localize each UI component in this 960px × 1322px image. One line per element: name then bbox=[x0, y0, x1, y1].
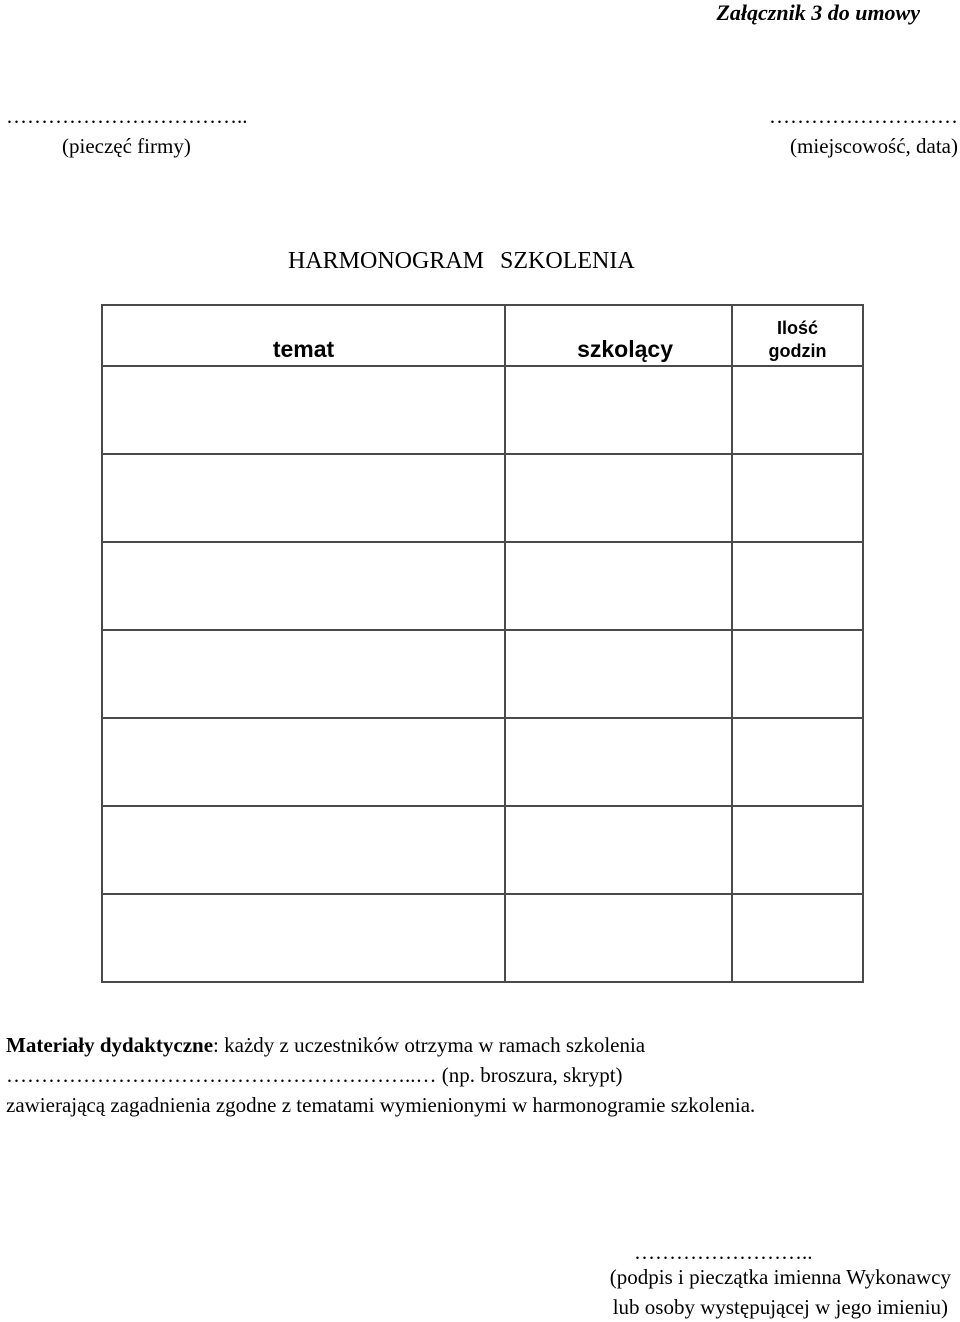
table-row bbox=[102, 894, 863, 982]
cell-hours bbox=[732, 630, 863, 718]
cell-hours bbox=[732, 718, 863, 806]
company-stamp-dots: …………………………….. bbox=[6, 104, 248, 128]
signature-dots: …………………….. bbox=[634, 1240, 813, 1264]
table-row bbox=[102, 542, 863, 630]
table-row bbox=[102, 718, 863, 806]
place-date-label: (miejscowość, data) bbox=[790, 134, 958, 158]
cell-hours bbox=[732, 542, 863, 630]
cell-trainer bbox=[505, 630, 732, 718]
table-row bbox=[102, 454, 863, 542]
header-hours-line1: Ilość bbox=[776, 318, 819, 338]
signature-line-1: (podpis i pieczątka imienna Wykonawcy bbox=[609, 1265, 951, 1289]
cell-trainer bbox=[505, 366, 732, 454]
attachment-heading: Załącznik 3 do umowy bbox=[716, 0, 920, 25]
cell-trainer bbox=[505, 542, 732, 630]
cell-topic bbox=[102, 454, 505, 542]
company-stamp-label: (pieczęć firmy) bbox=[62, 134, 191, 158]
table-header-row bbox=[102, 305, 863, 366]
cell-topic bbox=[102, 894, 505, 982]
header-hours bbox=[732, 305, 863, 366]
cell-hours bbox=[732, 454, 863, 542]
cell-trainer bbox=[505, 454, 732, 542]
place-date-dots: ……………………… bbox=[769, 104, 958, 128]
signature-caption bbox=[610, 1262, 951, 1322]
cell-topic bbox=[102, 366, 505, 454]
schedule-table bbox=[101, 304, 864, 983]
cell-topic bbox=[102, 718, 505, 806]
materials-line1-text: : każdy z uczestników otrzyma w ramach szkolenia bbox=[213, 1033, 646, 1057]
materials-label: Materiały dydaktyczne bbox=[6, 1033, 214, 1057]
header-trainer: szkolący bbox=[505, 305, 732, 366]
cell-trainer bbox=[505, 718, 732, 806]
signature-line-2: lub osoby występującej w jego imieniu) bbox=[612, 1295, 949, 1319]
cell-topic bbox=[102, 806, 505, 894]
cell-hours bbox=[732, 366, 863, 454]
cell-trainer bbox=[505, 806, 732, 894]
materials-line-2: …………………………………………………..… (np. broszura, skrypt) bbox=[6, 1063, 623, 1087]
header-topic: temat bbox=[102, 305, 505, 366]
materials-line-1 bbox=[6, 1030, 755, 1060]
document-title: HARMONOGRAM SZKOLENIA bbox=[288, 248, 635, 274]
table-row bbox=[102, 366, 863, 454]
header-hours-line2: godzin bbox=[768, 341, 827, 361]
table-row bbox=[102, 806, 863, 894]
cell-hours bbox=[732, 894, 863, 982]
cell-hours bbox=[732, 806, 863, 894]
cell-trainer bbox=[505, 894, 732, 982]
table-row bbox=[102, 630, 863, 718]
cell-topic bbox=[102, 630, 505, 718]
materials-line-3: zawierającą zagadnienia zgodne z tematami wymienionymi w harmonogramie szkolenia. bbox=[6, 1093, 756, 1117]
cell-topic bbox=[102, 542, 505, 630]
materials-paragraph bbox=[6, 1030, 755, 1120]
